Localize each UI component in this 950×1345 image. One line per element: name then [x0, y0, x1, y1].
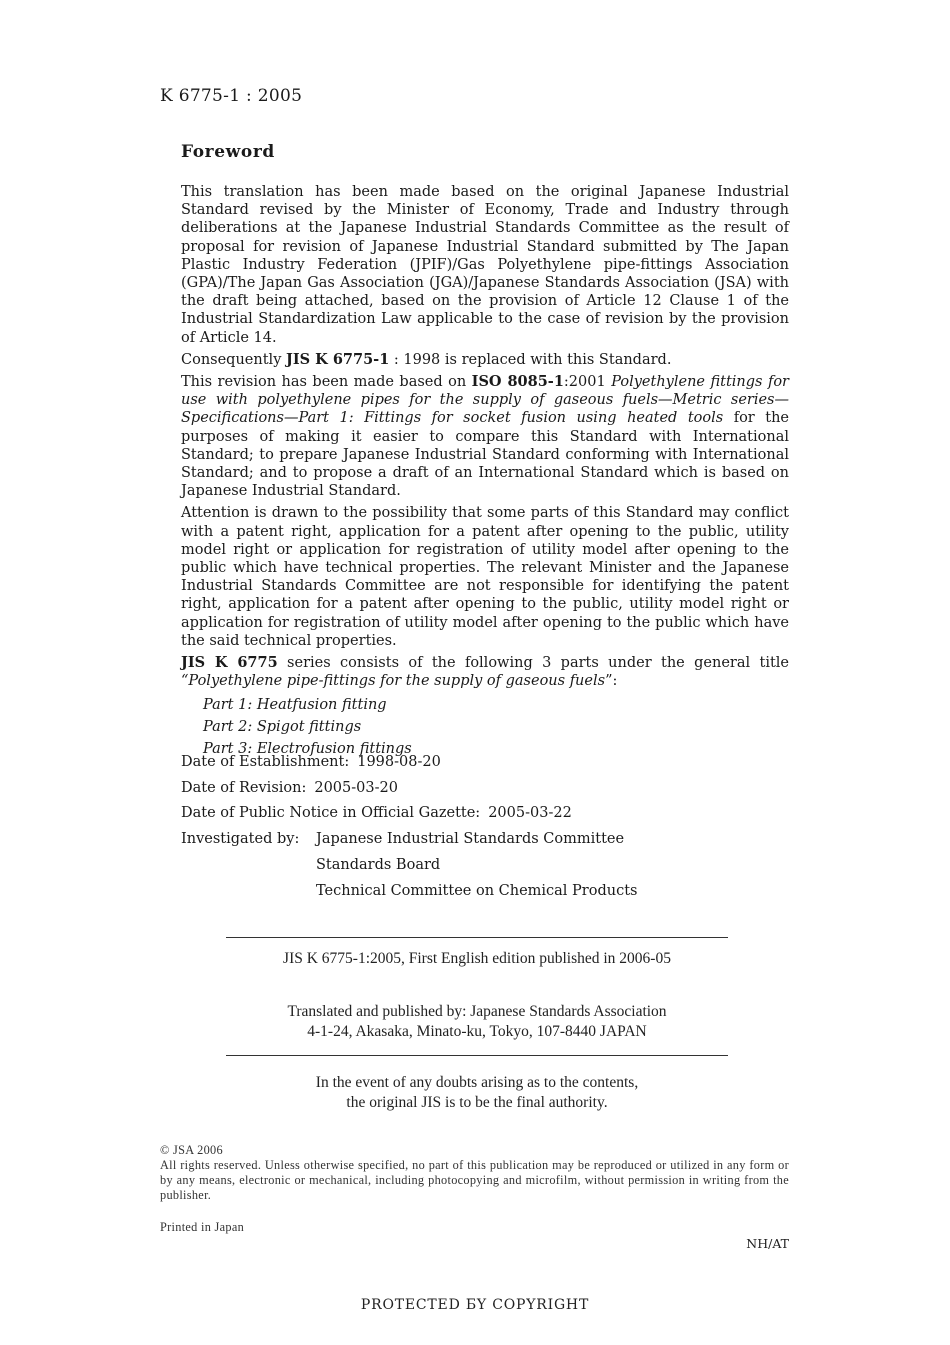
iso-standard-ref: ISO 8085-1 [471, 373, 564, 391]
foreword-paragraph-5: JIS K 6775 series consists of the following 3 parts under the general title “Polyethylene pipe-fittings for the supply of gaseous fuels”: [181, 654, 789, 690]
publisher-block [226, 1002, 728, 1042]
foreword-paragraph-4: Attention is drawn to the possibility that some parts of this Standard may conflict with a patent right, application for a patent after opening to the public, utility model right or application for registration of utility model after opening to the public which have technical properties. The relevant Minister and the Japanese Industrial Standards Committee are not responsible for identifying the patent right, application for a patent after opening to the public, utility model right or application for registration of utility model after opening to the public which have the said technical properties. [181, 505, 789, 649]
foreword-paragraph-2: Consequently JIS K 6775-1 : 1998 is replaced with this Standard. [181, 350, 672, 368]
publisher-line: Translated and published by: Japanese Standards Association [287, 1003, 667, 1020]
copyright-notice [160, 1143, 789, 1203]
investigated-by-3: Technical Committee on Chemical Products [316, 882, 638, 899]
list-item: Part 1: Heatfusion fitting [203, 697, 387, 714]
dates-section [181, 750, 637, 904]
establishment-row [181, 750, 637, 776]
edition-line: JIS K 6775-1:2005, First English edition published in 2006-05 [283, 950, 671, 967]
establishment-date: 1998-08-20 [357, 754, 441, 770]
series-title: “Polyethylene pipe-fittings for the supply of gaseous fuels [181, 673, 606, 690]
investigated-label: Investigated by: [181, 831, 300, 848]
foreword-paragraph-1: This translation has been made based on the original Japanese Industrial Standard revised by the Minister of Economy, Trade and Industry through deliberations at the Japanese Industrial Standards Committee as the result of proposal for revision of Japanese Industrial Standard submitted by The Japan Plastic Industry Federation (JPIF)/Gas Polyethylene pipe-fittings Association (GPA)/The Japan Gas Association (JGA)/Japanese Standards Association (JSA) with the draft being attached, based on the provision of Article 12 Clause 1 of the Industrial Standardization Law applicable to the case of revision by the provision of Article 14. [181, 184, 789, 346]
initials: NH/AT [746, 1236, 789, 1251]
revision-label: Date of Revision: [181, 779, 307, 796]
iso-standard-title: Polyethylene fittings for use with polyethylene pipes for the supply of gaseous fuels—Metric series—Specifications—Part 1: Fittings for socket fusion using heated tools [181, 374, 789, 427]
rights-text: All rights reserved. Unless otherwise specified, no part of this publication may be reproduced or utilized in any form or by any means, electronic or mechanical, including photocopying and microfilm, without permission in writing from the publisher. [160, 1158, 789, 1202]
authority-note [226, 1073, 728, 1113]
authority-line-2: the original JIS is to be the final authority. [346, 1094, 608, 1111]
revision-date: 2005-03-20 [314, 779, 398, 796]
copyright-line: © JSA 2006 [160, 1143, 223, 1157]
foreword-heading: Foreword [181, 142, 275, 162]
investigated-row [181, 827, 637, 853]
list-item: Part 3: Electrofusion fittings [203, 741, 412, 758]
publisher-address: 4-1-24, Akasaka, Minato-ku, Tokyo, 107-8440 JAPAN [307, 1023, 647, 1040]
printed-in: Printed in Japan [160, 1220, 245, 1234]
notice-date: 2005-03-22 [488, 805, 572, 822]
authority-line-1: In the event of any doubts arising as to the contents, [315, 1074, 639, 1091]
foreword-body [181, 183, 789, 760]
list-item: Part 2: Spigot fittings [203, 719, 362, 736]
divider [226, 1055, 728, 1056]
series-standard-ref: JIS K 6775 [181, 654, 278, 672]
establishment-label: Date of Establishment: [181, 754, 350, 770]
investigated-row-2 [181, 853, 637, 879]
revision-row [181, 776, 637, 802]
protected-footer: PROTECTED БY COPYRIGHT [360, 1297, 590, 1313]
foreword-paragraph-3: This revision has been made based on ISO 8085-1:2001 Polyethylene fittings for use with polyethylene pipes for the supply of gaseous fuels—Metric series—Specifications—Part 1: Fittings for socket fusion using heated tools for the purposes of making it easier to compare this Standard with International Standard; to prepare Japanese Industrial Standard conforming with International Standard; and to propose a draft of an International Standard which is based on Japanese Industrial Standard. [181, 373, 789, 500]
document-code: K 6775-1 : 2005 [160, 86, 303, 106]
investigated-row-3 [181, 879, 637, 905]
investigated-by-2: Standards Board [316, 856, 441, 873]
investigated-by-1: Japanese Industrial Standards Committee [316, 831, 625, 848]
notice-label: Date of Public Notice in Official Gazette: [181, 805, 481, 822]
divider [226, 937, 728, 938]
notice-row [181, 801, 637, 827]
replaced-standard-ref: JIS K 6775-1 [286, 350, 390, 368]
colophon [226, 937, 728, 1113]
